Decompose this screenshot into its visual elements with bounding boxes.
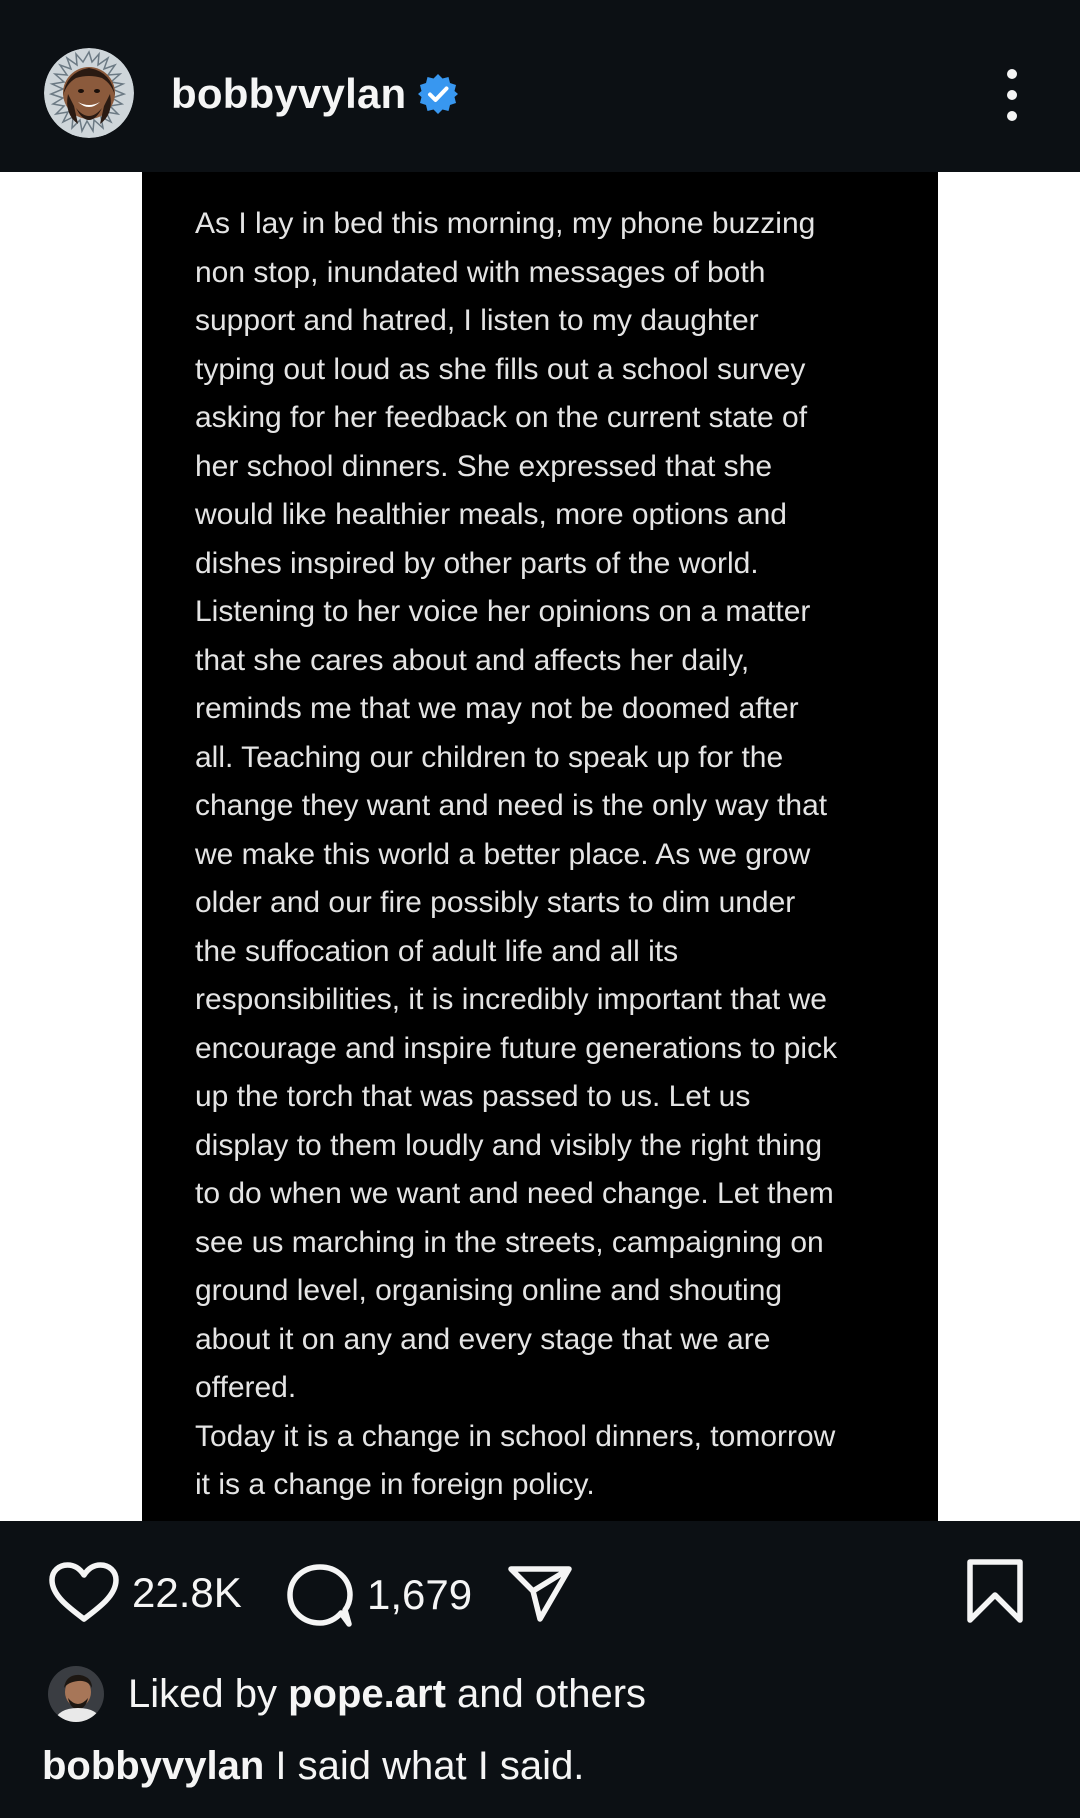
liked-by-row[interactable] (48, 1665, 646, 1723)
liked-by-text: Liked by pope.art and others (128, 1672, 647, 1716)
post-image[interactable] (0, 172, 1080, 1521)
comment-count[interactable]: 1,679 (367, 1571, 473, 1618)
more-options-button[interactable] (990, 62, 1034, 128)
caption-text: I said what I said. (264, 1744, 585, 1788)
bookmark-icon (964, 1557, 1026, 1625)
username[interactable]: bobbyvylan (171, 70, 407, 117)
post-text-card (142, 172, 938, 1521)
caption (42, 1741, 584, 1791)
liker-username[interactable]: pope.art (288, 1672, 446, 1716)
heart-icon (48, 1561, 120, 1625)
profile-avatar[interactable] (44, 48, 134, 138)
caption-username[interactable]: bobbyvylan (42, 1744, 265, 1788)
verified-badge-icon (416, 72, 460, 116)
like-count[interactable]: 22.8K (132, 1569, 242, 1616)
more-vertical-icon (1007, 69, 1017, 79)
comment-icon (285, 1561, 355, 1629)
post-header (0, 0, 1080, 172)
post-text: As I lay in bed this morning, my phone buzzing non stop, inundated with messages of both support and hatred, I listen to my daughter typing out loud as she fills out a school survey asking for her feedback on the current state of her school dinners. She expressed that she would like healthier meals, more options and dishes inspired by other parts of the world. Listening to her voice her opinions on a matter that she cares about and affects her daily, reminds me that we may not be doomed after all. Teaching our children to speak up for the change they want and need is the only way that we make this world a better place. As we grow older and our fire possibly starts to dim under the suffocation of adult life and all its responsibilities, it is incredibly important that we encourage and inspire future generations to pick up the torch that was passed to us. Let us display to them loudly and visibly the right thing to do when we want and need change. Let them see us marching in the streets, campaigning on ground level, organising online and shouting about it on any and every stage that we are offered. Today it is a change in school dinners, tomorrow it is a change in foreign policy. (195, 207, 838, 1501)
post-actions-bar (0, 1521, 1080, 1818)
like-button[interactable] (48, 1561, 242, 1625)
liker-avatar[interactable] (48, 1666, 104, 1722)
send-icon (506, 1561, 574, 1625)
comment-button[interactable] (285, 1561, 472, 1629)
save-button[interactable] (964, 1557, 1026, 1625)
share-button[interactable] (506, 1561, 574, 1625)
